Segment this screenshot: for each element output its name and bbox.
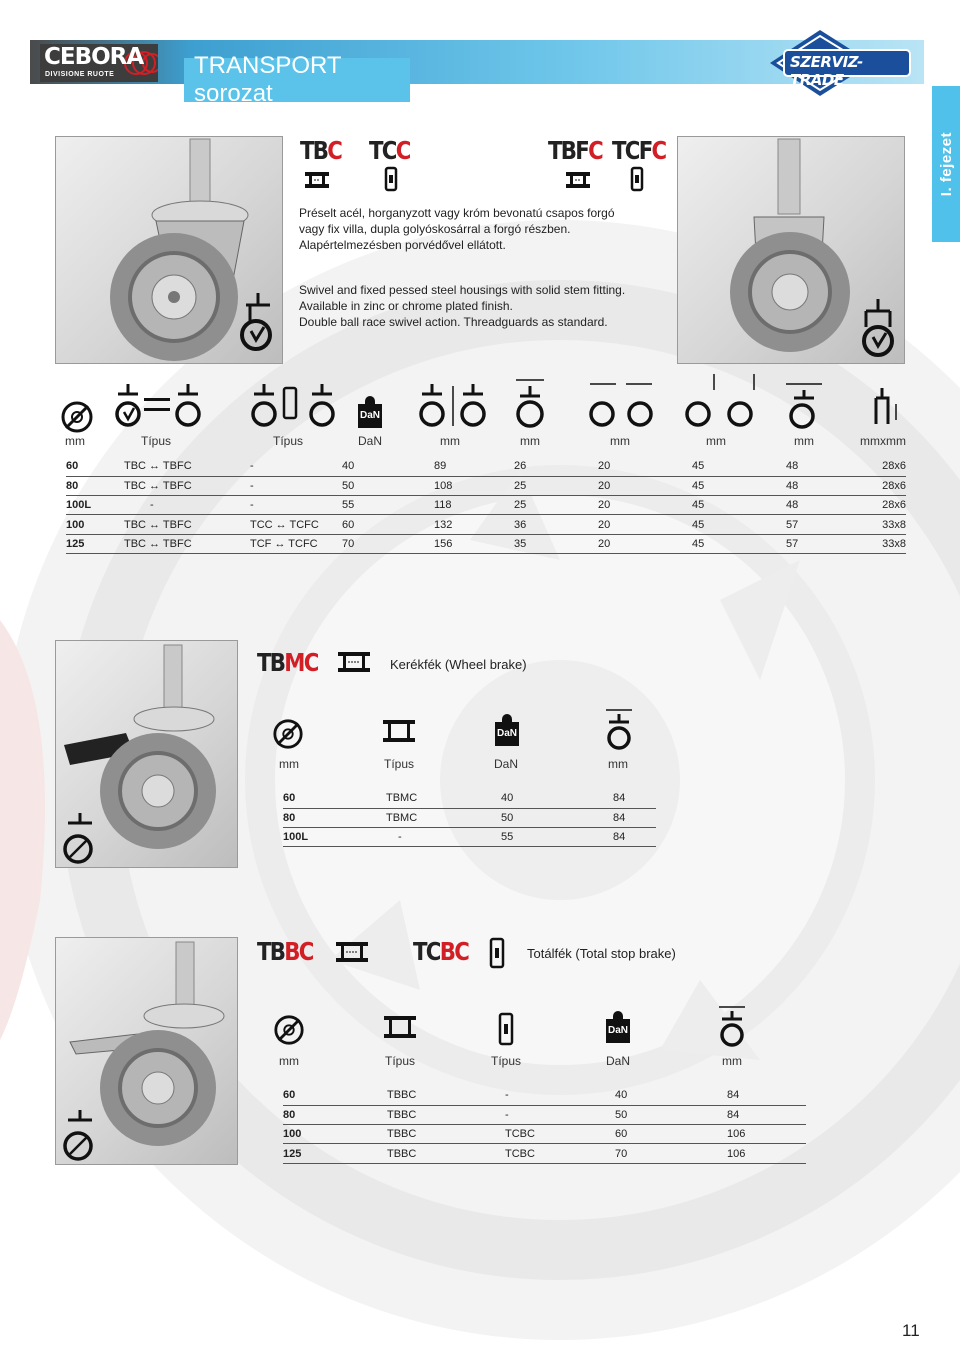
wheel-brake-table [283,789,656,847]
cell-diameter: 60 [283,1086,387,1105]
table-row [283,828,656,847]
cell-stem: 28x6 [866,457,906,476]
cell-width: 36 [514,515,598,534]
cell-type-plate: TBC ↔ TBFC [124,457,250,476]
cell-width: 25 [514,496,598,515]
table-row [66,457,906,476]
col-header-type: Típus [383,757,414,771]
cell-height: 106 [727,1144,806,1163]
wheel-brake-label: Kerékfék (Wheel brake) [390,657,527,672]
series-title: TRANSPORT sorozat [194,52,342,107]
cell-load: 40 [501,789,613,808]
cell-diameter: 125 [66,534,124,553]
total-brake-label: Totálfék (Total stop brake) [527,946,676,961]
cell-diameter: 60 [66,457,124,476]
swivel-radius-icon [684,370,764,430]
cell-type: TBMC [386,789,501,808]
cell-load: 50 [615,1105,727,1124]
cell-height: 156 [434,534,514,553]
fixed-caster-icon [858,297,898,359]
wheel-diameter-icon [273,1014,305,1046]
series-title-box [184,52,410,107]
col-header-mm: mm [440,434,460,448]
cell-width: 26 [514,457,598,476]
brand-subtitle: DIVISIONE RUOTE [45,71,115,78]
cell-load: 40 [342,457,434,476]
partner-name: SZERVIZ-TRADE [790,53,863,89]
col-header-type: Típus [272,434,303,448]
brand-name: CEBORA [44,44,144,70]
top-plate-icon [337,650,371,674]
desc-hu-line: vagy fix villa, dupla golyóskosárral a forgó részben. [299,222,571,236]
code-tcc: TCC [369,136,410,165]
table-row [283,808,656,827]
cell-type-plate: - [124,496,250,515]
cell-radius: 45 [692,534,786,553]
swivel-caster-photo [55,136,283,364]
bolt-hole-icon [384,166,398,192]
cell-type-plate: TBC ↔ TBFC [124,534,250,553]
main-spec-table [66,457,906,554]
cell-load: 50 [342,476,434,495]
cell-radius: 45 [692,496,786,515]
desc-hu-line: Préselt acél, horganyzott vagy króm bevonatú csapos forgó [299,206,615,220]
col-header-mmxmm: mmxmm [860,434,906,448]
cell-height: 84 [727,1105,806,1124]
cell-height: 84 [727,1086,806,1105]
cell-offset: 20 [598,476,692,495]
brake-caster-icon [60,811,100,867]
cell-diameter: 100L [66,496,124,515]
code-tbfc: TBFC [548,136,603,165]
cell-offset: 20 [598,496,692,515]
top-plate-icon [335,940,369,964]
cell-diameter: 100 [66,515,124,534]
cell-width: 35 [514,534,598,553]
col-header-mm: mm [610,434,630,448]
cell-type-bolt: - [250,457,342,476]
chapter-tab [932,86,960,242]
code-tcfc: TCFC [612,136,666,165]
description-english [299,282,679,330]
cell-height: 89 [434,457,514,476]
cell-type-bolt: - [505,1086,615,1105]
plate-width-icon [784,380,824,430]
table-row [283,1144,806,1163]
col-header-mm: mm [279,1054,299,1068]
cell-type-bolt: - [250,496,342,515]
cell-offset: 20 [598,515,692,534]
cell-radius: 45 [692,457,786,476]
cell-height: 108 [434,476,514,495]
wheel-width-icon [512,376,548,430]
cell-offset: 20 [598,534,692,553]
top-plate-icon [304,170,330,190]
cell-height: 132 [434,515,514,534]
cell-load: 60 [342,515,434,534]
cell-type: TBMC [386,808,501,827]
cell-offset: 20 [598,457,692,476]
cell-stem: 28x6 [866,476,906,495]
cell-type-bolt: TCBC [505,1125,615,1144]
cell-height: 84 [613,828,656,847]
height-dimension-icon [418,380,488,430]
cell-diameter: 100 [283,1125,387,1144]
col-header-type: Típus [140,434,171,448]
chapter-label: I. fejezet [937,131,955,197]
cell-type-plate: TBC ↔ TBFC [124,515,250,534]
desc-en-line: Swivel and fixed pessed steel housings with solid stem fitting. [299,283,626,297]
cell-type-plate: TBC ↔ TBFC [124,476,250,495]
swivel-fixed-plate-icon [114,380,210,430]
cell-diameter: 80 [283,808,386,827]
fixed-caster-photo [677,136,905,364]
cell-diameter: 60 [283,789,386,808]
cell-height: 84 [613,789,656,808]
cell-type-bolt: TCBC [505,1144,615,1163]
load-weight-icon [495,714,519,748]
col-header-dan: DaN [605,1054,630,1068]
cell-plate: 57 [786,515,866,534]
dan-badge: DaN [358,404,382,428]
col-header-mm: mm [722,1054,742,1068]
swivel-caster-icon [238,291,278,355]
code-tcbc: TCBC [413,937,469,966]
code-tbc: TBC [300,136,342,165]
table-row [66,534,906,553]
cell-diameter: 80 [283,1105,387,1124]
cell-diameter: 125 [283,1144,387,1163]
cell-load: 55 [342,496,434,515]
cell-type-plate: TBBC [387,1105,505,1124]
cell-height: 106 [727,1125,806,1144]
cell-load: 60 [615,1125,727,1144]
cell-type-plate: TBBC [387,1125,505,1144]
desc-hu-line: Alapértelmezésben porvédővel ellátott. [299,238,506,252]
cell-load: 70 [342,534,434,553]
wheel-brake-caster-photo [55,640,238,868]
bolt-hole-icon [489,937,505,969]
cell-type-bolt: - [505,1105,615,1124]
col-header-mm: mm [520,434,540,448]
code-tbmc: TBMC [257,648,318,677]
wheel-diameter-icon [60,400,94,434]
col-header-mm: mm [706,434,726,448]
page-number: 11 [902,1321,920,1340]
col-header-dan: DaN [493,757,518,771]
table-row [283,1105,806,1124]
cell-stem: 33x8 [866,515,906,534]
load-weight-icon [606,1011,630,1045]
col-header-type: Típus [490,1054,521,1068]
col-header-mm: mm [279,757,299,771]
brake-caster-icon [60,1108,100,1164]
bolt-hole-icon [498,1012,514,1046]
cell-height: 84 [613,808,656,827]
table-row [66,515,906,534]
cell-radius: 45 [692,515,786,534]
height-dimension-icon [604,706,634,752]
cebora-logo [40,44,158,82]
cell-plate: 48 [786,476,866,495]
cell-diameter: 100L [283,828,386,847]
desc-en-line: Double ball race swivel action. Threadguards as standard. [299,315,608,329]
cell-type-plate: TBBC [387,1144,505,1163]
height-dimension-icon [717,1003,747,1049]
load-weight-icon [358,396,382,430]
code-tbbc: TBBC [257,937,313,966]
top-plate-icon [382,718,416,746]
table-row [283,1086,806,1105]
cell-load: 70 [615,1144,727,1163]
cell-plate: 48 [786,457,866,476]
swivel-fixed-bolt-icon [250,380,340,430]
table-row [66,476,906,495]
top-plate-icon [383,1014,417,1042]
cell-radius: 45 [692,476,786,495]
description-hungarian [299,205,679,253]
desc-en-line: Available in zinc or chrome plated finish. [299,299,513,313]
stem-size-icon [872,384,902,430]
dan-badge: DaN [495,722,519,746]
col-header-dan: DaN [357,434,382,448]
cell-stem: 33x8 [866,534,906,553]
total-brake-table [283,1086,806,1164]
cell-type-bolt: TCF ↔ TCFC [250,534,342,553]
cell-diameter: 80 [66,476,124,495]
table-row [66,496,906,515]
col-header-type: Típus [384,1054,415,1068]
bolt-hole-icon [630,166,644,192]
cell-load: 55 [501,828,613,847]
cell-load: 40 [615,1086,727,1105]
cell-width: 25 [514,476,598,495]
cell-stem: 28x6 [866,496,906,515]
cell-type-bolt: - [250,476,342,495]
cell-height: 118 [434,496,514,515]
cell-plate: 48 [786,496,866,515]
col-header-mm: mm [65,434,85,448]
table-row [283,1125,806,1144]
cell-type-plate: TBBC [387,1086,505,1105]
cell-plate: 57 [786,534,866,553]
col-header-mm: mm [794,434,814,448]
col-header-mm: mm [608,757,628,771]
total-brake-caster-photo [55,937,238,1165]
wheel-diameter-icon [272,718,304,750]
table-row [283,789,656,808]
offset-dimension-icon [586,380,656,430]
cell-type-bolt: TCC ↔ TCFC [250,515,342,534]
cell-type: - [386,828,501,847]
cell-load: 50 [501,808,613,827]
szerviz-trade-logo [766,28,914,98]
dan-badge: DaN [606,1019,630,1043]
top-plate-icon [565,170,591,190]
